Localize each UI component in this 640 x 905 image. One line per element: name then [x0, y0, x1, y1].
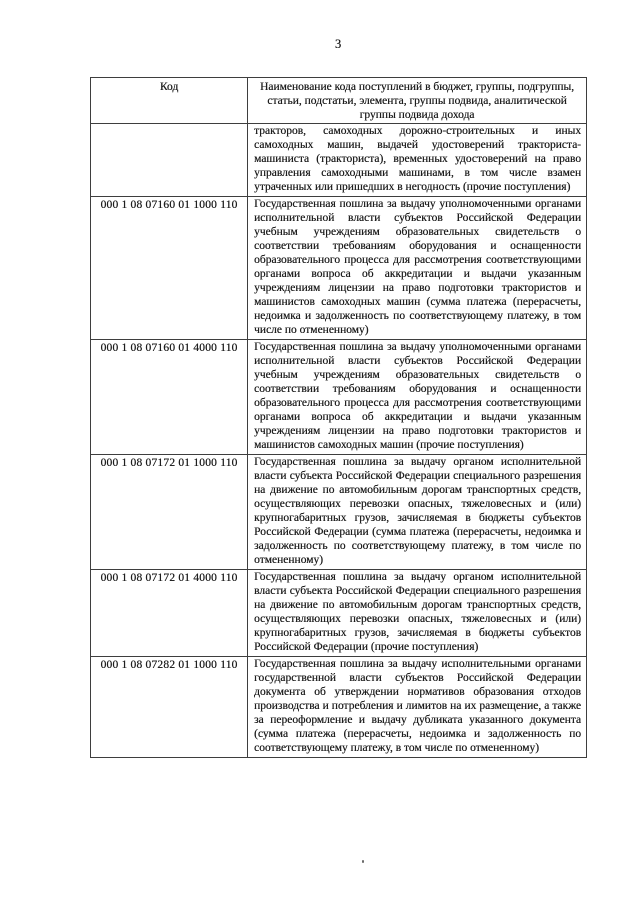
code-cell: 000 1 08 07282 01 1000 110: [91, 657, 248, 758]
code-cell: 000 1 08 07172 01 1000 110: [91, 455, 248, 570]
table-row: [91, 455, 587, 570]
table-header-row: [91, 78, 587, 124]
table-row: [91, 340, 587, 455]
name-cell: Государственная пошлина за выдачу уполномоченными органами исполнительной власти субъектов Российской Федерации учебным учреждениям образовательных свидетельств о соответствии требованиям оборудования и оснащенности образовательного процесса для рассмотрения соответствующими органами вопроса об аккредитации и выдачи указанным учреждениям лицензии на право подготовки трактористов и машинистов самоходных машин (сумма платежа (перерасчеты, недоимка и задолженность по соответствующему платежу, в том числе по отмененному): [248, 197, 587, 340]
code-cell: 000 1 08 07160 01 4000 110: [91, 340, 248, 455]
code-cell: 000 1 08 07172 01 4000 110: [91, 570, 248, 657]
scan-speck: [362, 860, 364, 863]
name-column-header: Наименование кода поступлений в бюджет, группы, подгруппы, статьи, подстатьи, элемента, группы подвида, аналитической группы подвида дохода: [248, 78, 587, 124]
table-row: [91, 570, 587, 657]
table-row: [91, 657, 587, 758]
code-cell: [91, 124, 248, 197]
code-cell: 000 1 08 07160 01 1000 110: [91, 197, 248, 340]
budget-codes-table: [90, 77, 587, 758]
name-cell: Государственная пошлина за выдачу органом исполнительной власти субъекта Российской Федерации специального разрешения на движение по автомобильным дорогам транспортных средств, осуществляющих перевозки опасных, тяжеловесных и (или) крупногабаритных грузов, зачисляемая в бюджеты субъектов Российской Федерации (сумма платежа (перерасчеты, недоимка и задолженность по соответствующему платежу, в том числе по отмененному): [248, 455, 587, 570]
name-cell: Государственная пошлина за выдачу уполномоченными органами исполнительной власти субъектов Российской Федерации учебным учреждениям образовательных свидетельств о соответствии требованиям оборудования и оснащенности образовательного процесса для рассмотрения соответствующими органами вопроса об аккредитации и выдачи указанным учреждениям лицензии на право подготовки трактористов и машинистов самоходных машин (прочие поступления): [248, 340, 587, 455]
name-cell: Государственная пошлина за выдачу органом исполнительной власти субъекта Российской Федерации специального разрешения на движение по автомобильным дорогам транспортных средств, осуществляющих перевозки опасных, тяжеловесных и (или) крупногабаритных грузов, зачисляемая в бюджеты субъектов Российской Федерации (прочие поступления): [248, 570, 587, 657]
page-number: 3: [334, 37, 342, 51]
name-cell: тракторов, самоходных дорожно-строительных и иных самоходных машин, выдачей удостоверений тракториста-машиниста (тракториста), временных удостоверений на право управления самоходными машинами, в том числе взамен утраченных или пришедших в негодность (прочие поступления): [248, 124, 587, 197]
table-row: [91, 124, 587, 197]
table-row: [91, 197, 587, 340]
code-column-header: Код: [91, 78, 248, 124]
name-cell: Государственная пошлина за выдачу исполнительными органами государственной власти субъектов Российской Федерации документа об утверждении нормативов образования отходов производства и потребления и лимитов на их размещение, а также за переоформление и выдачу дубликата указанного документа (сумма платежа (перерасчеты, недоимка и задолженность по соответствующему платежу, в том числе по отмененному): [248, 657, 587, 758]
